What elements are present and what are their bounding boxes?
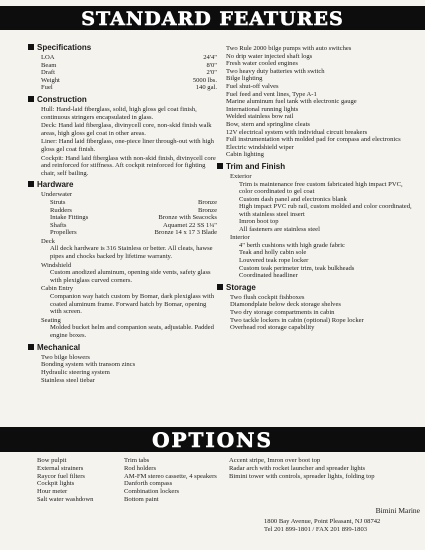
storage-item: Two flush cockpit fishboxes — [230, 293, 305, 301]
bullet-square-icon — [28, 44, 34, 50]
feature-item: Fuel feed and vent lines, Type A-1 — [226, 90, 317, 98]
standard-features-title: STANDARD FEATURES — [81, 8, 344, 30]
options-column-1 — [37, 457, 122, 504]
construction-heading-text: Construction — [37, 94, 87, 104]
hardware-value: Bronze 14 x 17 3 Blade — [154, 229, 217, 237]
feature-item: Welded stainless bow rail — [226, 113, 294, 121]
option-item: Radar arch with rocket launcher and spreader lights — [229, 464, 366, 472]
feature-item: Fuel shut-off valves — [226, 82, 279, 90]
feature-item: Cabin lighting — [226, 151, 264, 159]
windshield-text: Custom anodized aluminum, opening side vents, safety glass with plexiglass curved corners. — [50, 269, 211, 284]
storage-item: Two tackle lockers in cabin (optional) Rope locker — [230, 316, 364, 324]
feature-item: Marine aluminum fuel tank with electronic gauge — [226, 98, 357, 106]
options-column-3 — [229, 457, 419, 480]
feature-item: International running lights — [226, 105, 299, 113]
deck-label: Deck — [41, 237, 55, 245]
mechanical-item: Two bilge blowers — [41, 353, 90, 361]
option-item: Trim tabs — [124, 457, 150, 464]
dealer-info — [256, 506, 425, 533]
dealer-phone: Tel 201 899-1801 / FAX 201 899-1803 — [264, 525, 368, 533]
option-item: Danforth compass — [124, 480, 173, 488]
spec-row — [37, 69, 217, 77]
cabin-entry-label: Cabin Entry — [41, 285, 74, 293]
mechanical-heading-text: Mechanical — [37, 342, 81, 352]
feature-item: Bilge lighting — [226, 75, 263, 83]
hardware-label: Intake Fittings — [50, 214, 89, 222]
storage-item: Overhead rod storage capability — [230, 324, 315, 332]
hardware-label: Rudders — [50, 206, 72, 214]
mechanical-heading — [28, 343, 217, 353]
interior-item: Custom teak perimeter trim, teak bulkheads — [239, 264, 355, 272]
construction-hull: Hull: Hand-laid fiberglass, solid, high gloss gel coat finish, continuous stringers encapsulated in glass. — [41, 105, 197, 121]
underwater-row — [37, 199, 217, 207]
option-item: Salt water washdown — [37, 495, 94, 503]
hardware-value: Bronze — [197, 198, 217, 206]
option-item: Raycor fuel filters — [37, 472, 85, 480]
interior-item: Louvered teak rope locker — [239, 256, 309, 264]
spec-row — [37, 77, 217, 85]
exterior-item: All fasteners are stainless steel — [239, 226, 320, 234]
bullet-square-icon — [28, 96, 34, 102]
options-banner — [0, 427, 425, 452]
feature-item: Fresh water cooled engines — [226, 60, 298, 68]
spec-value: 24'4" — [203, 54, 217, 61]
interior-item: 4" berth cushions with high grade fabric — [239, 241, 345, 249]
feature-item: Bow, stern and springline cleats — [226, 120, 310, 128]
trim-finish-heading — [217, 162, 416, 172]
spec-label: Beam — [41, 61, 57, 69]
interior-item: Teak and holly cabin sole — [239, 249, 307, 257]
mechanical-item: Bonding system with transom zincs — [41, 361, 136, 369]
construction-liner: Liner: Hand laid fiberglass, one-piece liner through-out with high gloss gel coat finish. — [41, 138, 214, 153]
construction-deck: Deck: Hand laid fiberglass, divinycell core, non-skid finish walk areas, high gloss gel coat in other areas. — [41, 122, 212, 137]
option-item: Bimini tower with controls, spreader lights, folding top — [229, 472, 375, 480]
underwater-row — [37, 214, 217, 222]
interior-item: Coordinated headliner — [239, 272, 298, 280]
specifications-heading — [28, 43, 217, 53]
left-column — [37, 40, 217, 385]
storage-item: Two dry storage compartments in cabin — [230, 308, 335, 316]
exterior-item: Trim is maintenance free custom fabricated high impact PVC, color coordinated to gel coat — [239, 180, 403, 196]
feature-item: No drip water injected shaft logs — [226, 52, 313, 60]
spec-label: Draft — [41, 69, 55, 77]
storage-item: Diamondplate below deck storage shelves — [230, 301, 341, 309]
spec-value: 8'0" — [206, 61, 217, 69]
hardware-label: Propellers — [50, 229, 77, 237]
dealer-name: Bimini Marine — [375, 506, 420, 515]
right-column — [226, 45, 416, 332]
option-item: Rod holders — [124, 464, 157, 472]
bullet-square-icon — [28, 344, 34, 350]
cabin-entry-text: Companion way hatch custom by Bomar, dark plexiglass with coated aluminum frame. Forward hatch by Bomar, opening with screen. — [50, 293, 215, 316]
feature-item: Two Rule 2000 bilge pumps with auto switches — [226, 45, 352, 52]
construction-heading — [28, 95, 217, 105]
underwater-label: Underwater — [41, 191, 73, 199]
bullet-square-icon — [28, 181, 34, 187]
option-item: Combination lockers — [124, 488, 180, 496]
options-column-2 — [124, 457, 224, 504]
spec-row — [37, 54, 217, 62]
specifications-list — [37, 54, 217, 92]
spec-value: 5000 lbs. — [192, 76, 217, 84]
feature-item: 12V electrical system with individual circuit breakers — [226, 128, 368, 136]
hardware-value: Aquamet 22 SS 1¼" — [163, 221, 217, 229]
hardware-label: Shafts — [50, 221, 67, 229]
spec-label: LOA — [41, 54, 55, 61]
dealer-address: 1800 Bay Avenue, Point Pleasant, NJ 08742 — [264, 518, 381, 525]
interior-label: Interior — [230, 234, 250, 242]
seating-text: Molded bucket helm and companion seats, adjustable. Padded engine boxes. — [50, 324, 214, 339]
trim-finish-heading-text: Trim and Finish — [226, 161, 286, 171]
feature-item: Electric windshield wiper — [226, 143, 294, 151]
feature-item: Full instrumentation with molded pad for compass and electronics — [226, 136, 401, 144]
seating-label: Seating — [41, 316, 61, 324]
options-title: OPTIONS — [152, 428, 273, 452]
spec-value: 140 gal. — [195, 84, 217, 92]
option-item: Cockpit lights — [37, 480, 75, 488]
underwater-row — [37, 222, 217, 230]
deck-text: All deck hardware is 316 Stainless or better. All cleats, hawse pipes and chocks backed by lifetime warranty. — [50, 245, 213, 261]
mechanical-item: Stainless steel tiebar — [41, 377, 95, 385]
hardware-label: Struts — [50, 198, 66, 206]
spec-row — [37, 84, 217, 92]
bullet-square-icon — [217, 284, 223, 290]
option-item: Accent stripe, Imron over boot top — [229, 457, 321, 464]
spec-value: 2'0" — [206, 69, 217, 77]
exterior-item: Custom dash panel and electronics blank — [239, 195, 347, 203]
underwater-row — [37, 207, 217, 215]
hardware-value: Bronze — [197, 206, 217, 214]
storage-heading — [217, 283, 416, 293]
spec-row — [37, 62, 217, 70]
option-item: Hour meter — [37, 488, 68, 496]
windshield-label: Windshield — [41, 261, 72, 269]
feature-item: Two heavy duty batteries with switch — [226, 67, 325, 75]
hardware-heading — [28, 180, 217, 190]
option-item: AM-FM stereo cassette, 4 speakers — [124, 472, 217, 480]
spec-label: Fuel — [41, 84, 53, 92]
bullet-square-icon — [217, 163, 223, 169]
exterior-item: Imron boot top — [239, 218, 279, 226]
hardware-value: Bronze with Seacocks — [158, 214, 217, 222]
spec-label: Weight — [41, 76, 60, 84]
option-item: External strainers — [37, 464, 84, 472]
exterior-item: High impact PVC rub rail, custom molded and color coordinated, with stainless steel insert — [239, 203, 412, 218]
mechanical-item: Hydraulic steering system — [41, 369, 110, 377]
option-item: Bow pulpit — [37, 457, 67, 464]
underwater-row — [37, 229, 217, 237]
option-item: Bottom paint — [124, 495, 159, 503]
construction-cockpit: Cockpit: Hand laid fiberglass with non-skid finish, divinycell core and reinforced for stiffness. Aft cockpit reinforced for fighting chair, self bailing. — [41, 154, 216, 177]
specifications-heading-text: Specifications — [37, 43, 92, 52]
standard-features-banner — [0, 6, 425, 30]
storage-heading-text: Storage — [226, 282, 256, 292]
hardware-heading-text: Hardware — [37, 180, 74, 190]
exterior-label: Exterior — [230, 172, 252, 180]
